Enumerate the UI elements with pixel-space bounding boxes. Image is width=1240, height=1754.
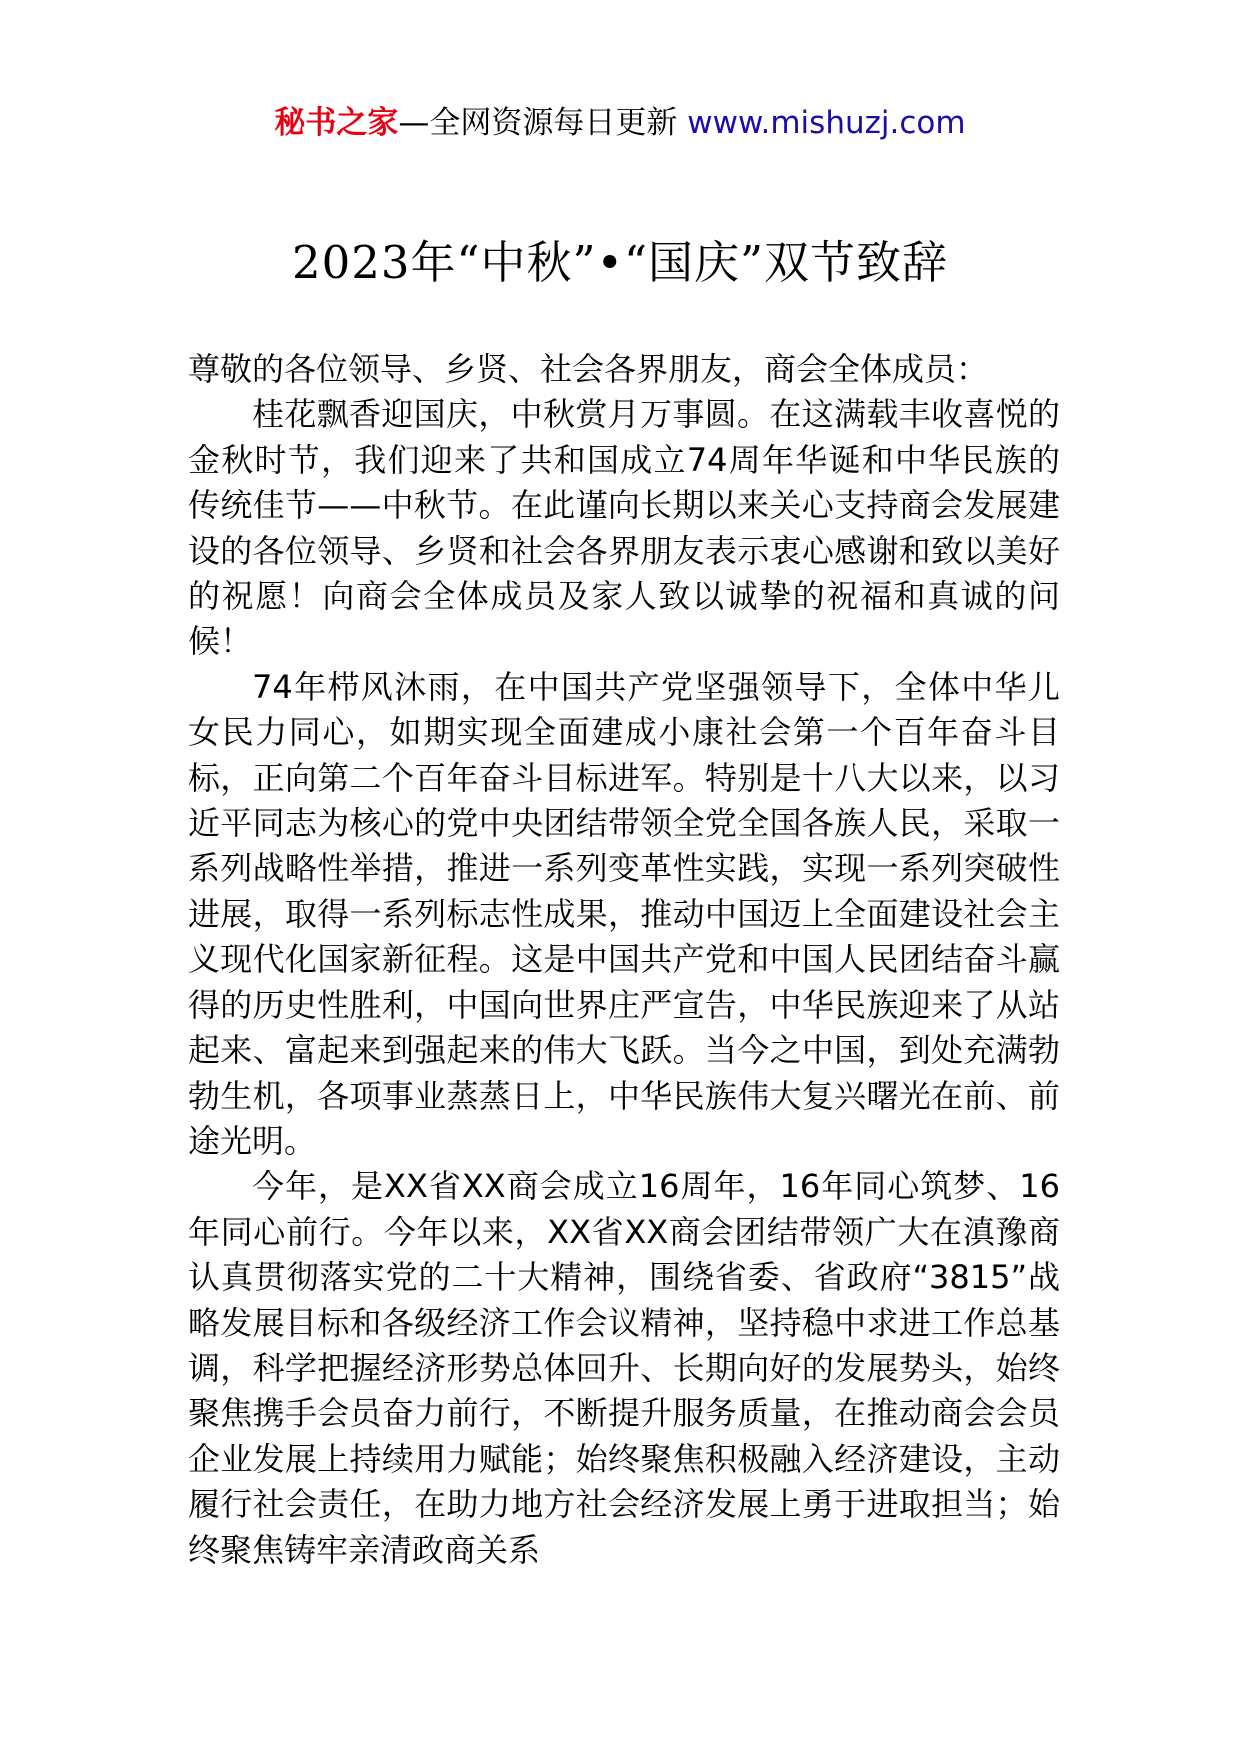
document-title: 2023年“中秋”•“国庆”双节致辞 xyxy=(291,236,949,289)
site-url-link[interactable]: www.mishuzj.com xyxy=(687,105,966,141)
site-header xyxy=(0,100,1240,146)
body-paragraph: 今年，是XX省XX商会成立16周年，16年同心筑梦、16年同心前行。今年以来，XX省XX商会团结带领广大在滇豫商认真贯彻落实党的二十大精神，围绕省委、省政府“3815”战略发展目标和各级经济工作会议精神，坚持稳中求进工作总基调，科学把握经济形势总体回升、长期向好的发展势头，始终聚焦携手会员奋力前行，不断提升服务质量，在推动商会会员企业发展上持续用力赋能；始终聚焦积极融入经济建设，主动履行社会责任，在助力地方社会经济发展上勇于进取担当；始终聚焦铸牢亲清政商关系 xyxy=(188,1167,1060,1569)
site-tagline: —全网资源每日更新 xyxy=(398,105,678,141)
body-paragraph: 74年栉风沐雨，在中国共产党坚强领导下，全体中华儿女民力同心，如期实现全面建成小康社会第一个百年奋斗目标，正向第二个百年奋斗目标进军。特别是十八大以来，以习近平同志为核心的党中央团结带领全党全国各族人民，采取一系列战略性举措，推进一系列变革性实践，实现一系列突破性进展，取得一系列标志性成果，推动中国迈上全面建设社会主义现代化国家新征程。这是中国共产党和中国人民团结奋斗赢得的历史性胜利，中国向世界庄严宣告，中华民族迎来了从站起来、富起来到强起来的伟大飞跃。当今之中国，到处充满勃勃生机，各项事业蒸蒸日上，中华民族伟大复兴曙光在前、前途光明。 xyxy=(188,667,1060,1160)
site-brand: 秘书之家 xyxy=(274,105,399,141)
body-paragraph: 桂花飘香迎国庆，中秋赏月万事圆。在这满载丰收喜悦的金秋时节，我们迎来了共和国成立74周年华诞和中华民族的传统佳节——中秋节。在此谨向长期以来关心支持商会发展建设的各位领导、乡贤和社会各界朋友表示衷心感谢和致以美好的祝愿！向商会全体成员及家人致以诚挚的祝福和真诚的问候！ xyxy=(188,395,1060,661)
salutation: 尊敬的各位领导、乡贤、社会各界朋友，商会全体成员： xyxy=(188,350,989,388)
document-body xyxy=(188,347,1060,1573)
